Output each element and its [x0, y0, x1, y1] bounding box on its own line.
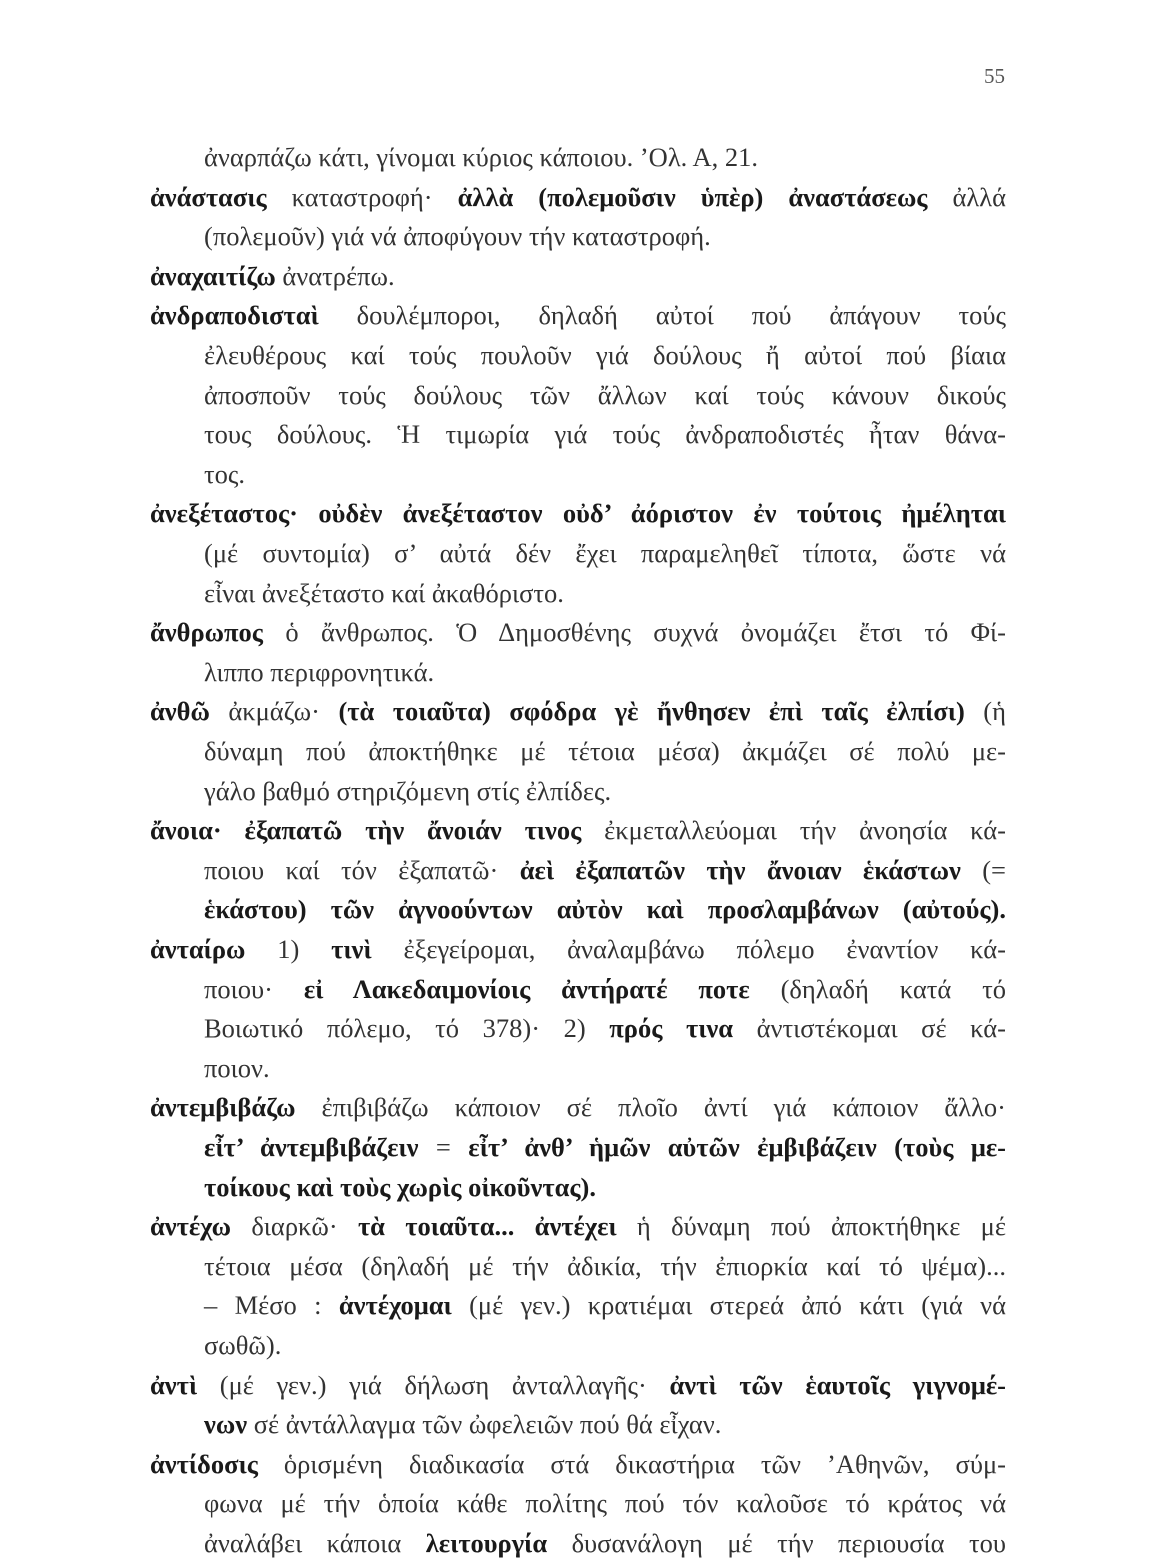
gloss-text: – Μέσο :	[204, 1290, 339, 1321]
gloss-text: Βοιωτικό πόλεμο, τό 378)· 2)	[204, 1013, 610, 1044]
gloss-text: ἀναρπάζω κάτι, γίνομαι κύριος κάποιου. ’Ολ. Α, 21.	[204, 142, 758, 172]
gloss-text: δύναμη πού ἀποκτήθηκε μέ τέτοια μέσα) ἀκμάζει σέ πολύ με-	[204, 736, 1006, 766]
gloss-text: ἀλλά	[927, 181, 1006, 212]
entry-continuation	[204, 1486, 1006, 1520]
bold-term: ἀνταίρω	[150, 934, 246, 964]
entry-headline	[150, 1447, 1006, 1481]
bold-term: ἑκάστου) τῶν ἀγνοούντων αὐτὸν καὶ προσλαμβάνων (αὐτούς).	[204, 894, 1006, 925]
entry-continuation	[204, 1288, 1006, 1322]
entry-continuation	[204, 1130, 1006, 1164]
entry-continuation	[204, 1249, 1006, 1283]
bold-term: (τὰ τοιαῦτα) σφόδρα γὲ ἤνθησεν ἐπὶ ταῖς ἐλπίσι)	[338, 696, 965, 727]
entry-headline	[150, 180, 1006, 214]
gloss-text: =	[418, 1132, 469, 1162]
gloss-text: φωνα μέ τήν ὁποία κάθε πολίτης πού τόν καλοῦσε τό κράτος νά	[204, 1488, 1006, 1519]
entry-continuation	[204, 853, 1006, 887]
gloss-text: σέ ἀντάλλαγμα τῶν ὠφελειῶν πού θά εἶχαν.	[247, 1409, 722, 1440]
entry-continuation	[204, 338, 1006, 372]
entry-headline	[150, 615, 1006, 649]
gloss-text: καταστροφή·	[266, 181, 458, 212]
gloss-text: δουλέμποροι, δηλαδή αὐτοί πού ἀπάγουν τούς	[318, 300, 1006, 331]
bold-term: τοίκους καὶ τοὺς χωρὶς οἰκοῦντας).	[204, 1171, 596, 1202]
gloss-text: ἀνατρέπω.	[275, 260, 395, 291]
bold-term: ἀνάστασις	[150, 181, 267, 212]
bold-term: εἶτ’ ἀντεμβιβάζειν	[204, 1132, 419, 1162]
entry-continuation	[204, 1407, 1006, 1441]
bold-term: τινὶ	[331, 934, 372, 964]
bold-term: ἀντὶ	[150, 1369, 198, 1400]
gloss-text: ἐπιβιβάζω κάποιον σέ πλοῖο ἀντί γιά κάποιον ἄλλο·	[295, 1092, 1006, 1123]
bold-term: εἶτ’ ἀνθ’ ἡμῶν αὐτῶν ἐμβιβάζειν (τοὺς με-	[468, 1132, 1006, 1162]
gloss-text: ἡ δύναμη πού ἀποκτήθηκε μέ	[616, 1211, 1006, 1242]
entry-headline	[150, 694, 1006, 728]
gloss-text: ἀντιστέκομαι σέ κά-	[733, 1013, 1006, 1044]
bold-term: ἀεὶ ἐξαπατῶν τὴν ἄνοιαν ἑκάστων	[519, 854, 961, 885]
entry-continuation	[204, 536, 1006, 570]
gloss-text: (μέ συντομία) σ’ αὐτά δέν ἔχει παραμεληθεῖ τίποτα, ὥστε νά	[204, 538, 1006, 568]
entry-headline	[150, 496, 1006, 530]
entry-headline	[150, 298, 1006, 332]
gloss-text: ποιου καί τόν ἐξαπατῶ·	[204, 854, 520, 885]
entry-continuation	[204, 140, 1006, 174]
bold-term: ἀντέχω	[150, 1211, 232, 1242]
bold-term: τὰ τοιαῦτα... ἀντέχει	[357, 1211, 617, 1242]
bold-term: ἀντὶ τῶν ἑαυτοῖς γιγνομέ-	[669, 1369, 1006, 1400]
gloss-text: (μέ γεν.) κρατιέμαι στερεά ἀπό κάτι (γιά νά	[451, 1290, 1007, 1321]
page-number: 55	[984, 64, 1005, 88]
entry-headline	[150, 259, 1006, 293]
gloss-text: ἐξεγείρομαι, ἀναλαμβάνω πόλεμο ἐναντίον κά-	[371, 934, 1006, 964]
entry-headline	[150, 1209, 1006, 1243]
gloss-text: δυσανάλογη μέ τήν περιουσία του	[547, 1528, 1007, 1558]
gloss-text: 1)	[245, 934, 332, 964]
bold-term: ἀνεξέταστος· οὐδὲν ἀνεξέταστον οὐδ’ ἀόριστον ἐν τούτοις ἠμέληται	[150, 498, 1006, 529]
gloss-text: τος.	[204, 458, 246, 489]
bold-term: ἄνθρωπος	[150, 617, 263, 648]
gloss-text: λιππο περιφρονητικά.	[204, 656, 435, 687]
gloss-text: ὁ ἄνθρωπος. Ὁ Δημοσθένης συχνά ὀνομάζει ἔτσι τό Φί-	[262, 617, 1006, 648]
bold-term: λειτουργία	[425, 1528, 548, 1558]
entry-headline	[150, 1368, 1006, 1402]
gloss-text: ἐλευθέρους καί τούς πουλοῦν γιά δούλους ἤ αὐτοί πού βίαια	[204, 340, 1006, 370]
gloss-text: ἀκμάζω·	[209, 696, 339, 727]
entry-continuation	[204, 892, 1006, 926]
gloss-text: ἀποσποῦν τούς δούλους τῶν ἄλλων καί τούς κάνουν δικούς	[204, 379, 1006, 410]
gloss-text: γάλο βαθμό στηριζόμενη στίς ἐλπίδες.	[204, 775, 612, 806]
gloss-text: ἐκμεταλλεύομαι τήν ἀνοησία κά-	[581, 815, 1007, 846]
bold-term: ἄνοια· ἐξαπατῶ τὴν ἄνοιάν τινος	[150, 815, 582, 846]
gloss-text: ποιου·	[204, 973, 304, 1004]
entry-continuation	[204, 417, 1006, 451]
entry-continuation	[204, 774, 1006, 808]
entry-continuation	[204, 457, 1006, 491]
gloss-text: (μέ γεν.) γιά δήλωση ἀνταλλαγῆς·	[197, 1369, 670, 1400]
gloss-text: τους δούλους. Ἡ τιμωρία γιά τούς ἀνδραποδιστές ἦταν θάνα-	[204, 419, 1006, 450]
bold-term: ἀντεμβιβάζω	[150, 1092, 296, 1123]
gloss-text: ὁρισμένη διαδικασία στά δικαστήρια τῶν ’Αθηνῶν, σύμ-	[257, 1448, 1006, 1479]
bold-term: ἀναχαιτίζω	[150, 260, 276, 291]
gloss-text: ποιον.	[204, 1052, 270, 1083]
bold-term: ἀλλὰ (πολεμοῦσιν ὑπὲρ) ἀναστάσεως	[457, 181, 928, 212]
entry-continuation	[204, 655, 1006, 689]
bold-term: ἀντέχομαι	[338, 1290, 452, 1321]
gloss-text: (πολεμοῦν) γιά νά ἀποφύγουν τήν καταστροφή.	[204, 221, 711, 252]
bold-term: εἰ Λακεδαιμονίοις ἀντήρατέ ποτε	[303, 973, 750, 1004]
gloss-text: (ἡ	[964, 696, 1006, 727]
gloss-text: σωθῶ).	[204, 1330, 282, 1360]
bold-term: ἀνθῶ	[150, 696, 210, 727]
entry-continuation	[204, 219, 1006, 253]
gloss-text: (=	[960, 854, 1006, 885]
entry-continuation	[204, 1328, 1006, 1362]
entry-continuation	[204, 972, 1006, 1006]
bold-term: ἀνδραποδισταὶ	[150, 300, 319, 331]
entry-continuation	[204, 378, 1006, 412]
gloss-text: τέτοια μέσα (δηλαδή μέ τήν ἀδικία, τήν ἐπιορκία καί τό ψέμα)...	[204, 1250, 1006, 1281]
entry-continuation	[204, 576, 1006, 610]
bold-term: πρός τινα	[609, 1013, 734, 1044]
entry-headline	[150, 1090, 1006, 1124]
gloss-text: (δηλαδή κατά τό	[749, 973, 1006, 1004]
entry-continuation	[204, 1051, 1006, 1085]
entry-continuation	[204, 1011, 1006, 1045]
gloss-text: διαρκῶ·	[231, 1211, 358, 1242]
gloss-text: ἀναλάβει κάποια	[204, 1528, 426, 1558]
entry-continuation	[204, 734, 1006, 768]
gloss-text: εἶναι ἀνεξέταστο καί ἀκαθόριστο.	[204, 577, 564, 608]
entry-continuation	[204, 1526, 1006, 1560]
entry-headline	[150, 932, 1006, 966]
entry-headline	[150, 813, 1006, 847]
bold-term: ἀντίδοσις	[150, 1448, 258, 1479]
entry-continuation	[204, 1170, 1006, 1204]
bold-term: νων	[204, 1409, 248, 1440]
